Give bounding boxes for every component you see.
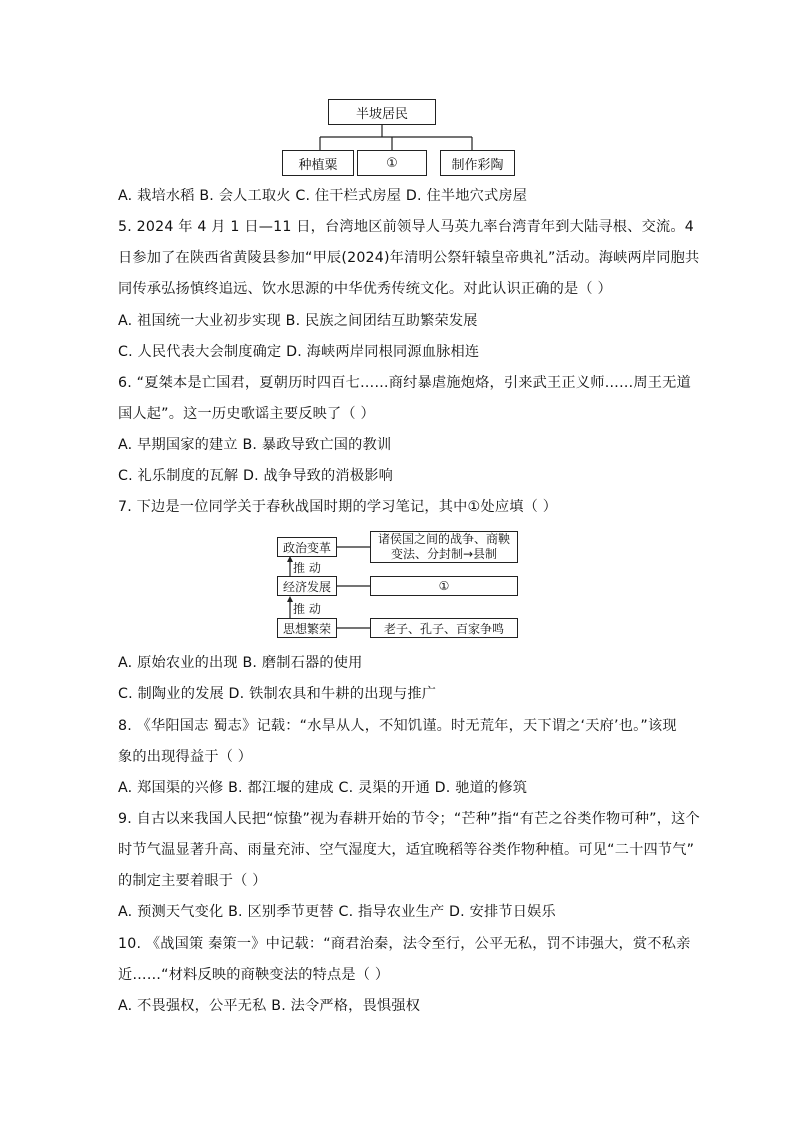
q5-option-1: A. 祖国统一大业初步实现 B. 民族之间团结互助繁荣发展 xyxy=(118,313,478,329)
thought-box: 思想繁荣 xyxy=(277,618,337,638)
q5-line-3: 同传承弘扬慎终追远、饮水思源的中华优秀传统文化。对此认识正确的是（ ） xyxy=(118,281,612,297)
q6-line-2: 国人起”。这一历史歌谣主要反映了（ ） xyxy=(118,406,375,422)
economy-box: 经济发展 xyxy=(277,576,337,596)
politics-box: 政治变革 xyxy=(277,537,337,557)
q6-option-2: C. 礼乐制度的瓦解 D. 战争导致的消极影响 xyxy=(118,468,393,484)
q8-options: A. 郑国渠的兴修 B. 都江堰的建成 C. 灵渠的开通 D. 驰道的修筑 xyxy=(118,780,528,796)
q5-line-2: 日参加了在陕西省黄陵县参加“甲辰(2024)年清明公祭轩辕皇帝典礼”活动。海峡两岸同胞共 xyxy=(118,250,700,266)
q6-option-1: A. 早期国家的建立 B. 暴政导致亡国的教训 xyxy=(118,437,392,453)
q10-line-2: 近……“材料反映的商鞅变法的特点是（ ） xyxy=(118,967,390,983)
q8-line-1: 8. 《华阳国志 蜀志》记载：“水旱从人，不知饥谨。时无荒年，天下谓之‘天府’也。”该现 xyxy=(118,718,677,734)
q7-option-2: C. 制陶业的发展 D. 铁制农具和牛耕的出现与推广 xyxy=(118,686,437,702)
q7-line-1: 7. 下边是一位同学关于春秋战国时期的学习笔记，其中①处应填（ ） xyxy=(118,499,558,515)
politics-note-box xyxy=(370,531,518,563)
push-label-1: 推 动 xyxy=(293,561,321,575)
q10-line-1: 10. 《战国策 秦策一》中记载：“商君治秦，法令至行，公平无私，罚不讳强大，赏不私亲 xyxy=(118,936,691,952)
diagram-right-box: 制作彩陶 xyxy=(440,150,515,176)
thought-note-box: 老子、孔子、百家争鸣 xyxy=(370,618,518,638)
diagram-middle-box: ① xyxy=(357,150,427,176)
q9-line-3: 的制定主要着眼于（ ） xyxy=(118,873,267,889)
q8-line-2: 象的出现得益于（ ） xyxy=(118,749,253,765)
diagram-left-box: 种植粟 xyxy=(282,150,354,176)
politics-note-line-2: 变法、分封制→县制 xyxy=(390,547,498,561)
diagram-top-box: 半坡居民 xyxy=(328,99,436,125)
q5-line-1: 5. 2024 年 4 月 1 日—11 日，台湾地区前领导人马英九率台湾青年到大陆寻根、交流。4 xyxy=(118,219,694,235)
politics-note-line-1: 诸侯国之间的战争、商鞅 xyxy=(377,532,510,546)
q9-line-2: 时节气温显著升高、雨量充沛、空气湿度大，适宜晚稻等谷类作物种植。可见“二十四节气” xyxy=(118,842,695,858)
q9-options: A. 预测天气变化 B. 区别季节更替 C. 指导农业生产 D. 安排节日娱乐 xyxy=(118,904,556,920)
q9-line-1: 9. 自古以来我国人民把“惊蛰”视为春耕开始的节令；“芒种”指“有芒之谷类作物可种”，这个 xyxy=(118,811,700,827)
push-label-2: 推 动 xyxy=(293,602,321,616)
q10-options: A. 不畏强权，公平无私 B. 法令严格，畏惧强权 xyxy=(118,998,421,1014)
q6-line-1: 6. “夏桀本是亡国君，夏朝历时四百七……商纣暴虐施炮烙，引来武王正义师……周王无道 xyxy=(118,375,691,391)
economy-note-box: ① xyxy=(370,576,518,596)
q7-option-1: A. 原始农业的出现 B. 磨制石器的使用 xyxy=(118,655,363,671)
q4-options: A. 栽培水稻 B. 会人工取火 C. 住干栏式房屋 D. 住半地穴式房屋 xyxy=(118,188,528,204)
q5-option-2: C. 人民代表大会制度确定 D. 海峡两岸同根同源血脉相连 xyxy=(118,344,480,360)
